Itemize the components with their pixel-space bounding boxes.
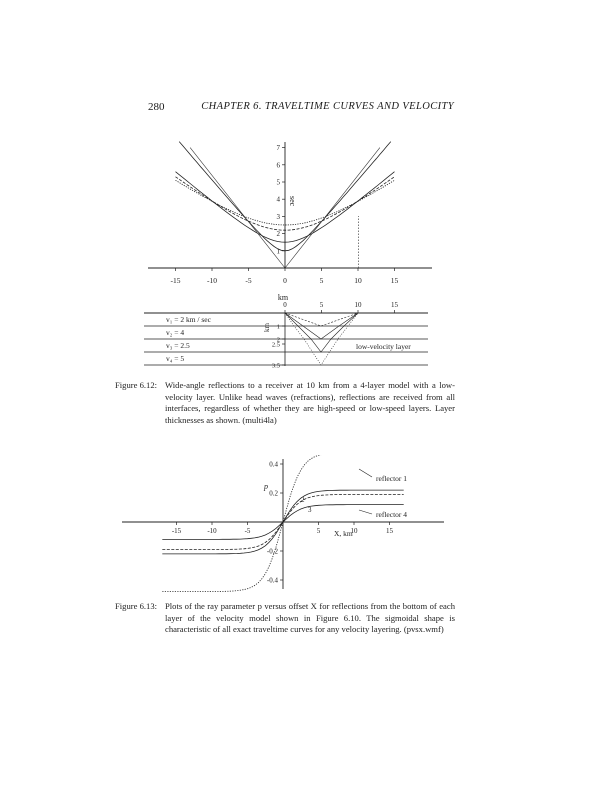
- figure-6-12-caption-text: Wide-angle reflections to a receiver at 10 km from a 4-layer model with a low-velocity layer. Unlike head waves (refractions), reflections are received from all interfaces, regardless of whether they are high-speed or low-speed layers. Layer thicknesses as shown. (multi4la): [165, 380, 455, 425]
- depth-tick-label: 1: [276, 323, 280, 331]
- time-tick-label: 6: [276, 161, 280, 170]
- layer-1-velocity: v₁ = 2 km / sec: [166, 315, 211, 324]
- x-tick-label: -15: [171, 527, 182, 535]
- model-x-tick-label: 5: [319, 301, 324, 309]
- curve-label-2: 2: [301, 496, 305, 504]
- curve-label-3: 3: [308, 506, 312, 514]
- model-x-tick-label: 15: [391, 301, 398, 309]
- page-header: [148, 101, 454, 117]
- time-tick-label: 3: [276, 212, 280, 221]
- x-tick-label: 5: [319, 276, 324, 285]
- figure-6-12-traveltime-chart: [140, 138, 440, 304]
- x-tick-label: 0: [283, 276, 287, 285]
- layer-2-velocity: v₂ = 4: [166, 328, 185, 337]
- figure-6-13-caption-label: Figure 6.13:: [115, 601, 158, 611]
- x-tick-label: 5: [316, 527, 321, 535]
- y-tick-label: 0.4: [269, 460, 278, 469]
- x-tick-label: -15: [170, 276, 181, 285]
- direct-wave-right: [285, 148, 380, 268]
- time-tick-label: 7: [276, 144, 280, 153]
- x-axis-label: X, km: [334, 529, 353, 538]
- figure-6-13-caption: [115, 601, 455, 649]
- time-tick-label: 5: [276, 178, 280, 187]
- x-tick-label: -10: [207, 527, 217, 535]
- model-x-tick-label: 0: [283, 301, 287, 309]
- model-x-tick-label: 10: [354, 301, 362, 309]
- layer-4-velocity: v₄ = 5: [166, 354, 185, 363]
- page-number: 280: [148, 101, 165, 113]
- x-tick-label: -10: [207, 276, 217, 285]
- depth-tick-label: 2.5: [271, 341, 280, 349]
- x-tick-label: 15: [390, 276, 399, 285]
- direct-wave-left: [190, 148, 285, 268]
- depth-tick-label: 2: [276, 336, 280, 344]
- x-tick-label: 15: [386, 527, 393, 535]
- time-tick-label: 1: [276, 247, 280, 256]
- running-head: CHAPTER 6. TRAVELTIME CURVES AND VELOCITY: [201, 101, 454, 112]
- offset-axis-label: km: [277, 293, 289, 302]
- figure-6-12-layer-model: [140, 298, 460, 372]
- x-tick-label: 10: [350, 527, 358, 535]
- annotation-leader-reflector-1: [359, 469, 372, 477]
- ray-path-3: [285, 313, 358, 352]
- figure-6-12-caption: [115, 380, 455, 428]
- low-velocity-layer-label: low-velocity layer: [356, 342, 411, 351]
- x-tick-label: 10: [354, 276, 362, 285]
- y-tick-label: 0.2: [269, 489, 278, 498]
- annotation-leader-reflector-4: [359, 510, 372, 514]
- time-axis-label: sec: [288, 196, 297, 207]
- x-tick-label: -5: [245, 276, 252, 285]
- figure-6-13-caption-text: Plots of the ray parameter p versus offset X for reflections from the bottom of each layer of the velocity model shown in Figure 6.10. The sigmoidal shape is characteristic of all exact traveltime curves for any velocity layering. (pvsx.wmf): [165, 601, 455, 635]
- annotation-reflector-1: reflector 1: [376, 474, 408, 483]
- figure-6-13-chart: [118, 455, 448, 605]
- y-tick-label: -0.2: [266, 547, 278, 556]
- x-tick-label: -5: [244, 527, 251, 535]
- time-tick-label: 2: [276, 230, 280, 239]
- annotation-reflector-4: reflector 4: [376, 510, 408, 519]
- depth-tick-label: 3.5: [271, 362, 280, 370]
- p-axis-label: p: [264, 482, 268, 491]
- layer-3-velocity: v₃ = 2.5: [166, 341, 190, 350]
- y-tick-label: -0.4: [266, 576, 278, 585]
- time-tick-label: 4: [276, 195, 280, 204]
- figure-6-12-caption-label: Figure 6.12:: [115, 380, 158, 390]
- depth-axis-label: km: [263, 323, 271, 332]
